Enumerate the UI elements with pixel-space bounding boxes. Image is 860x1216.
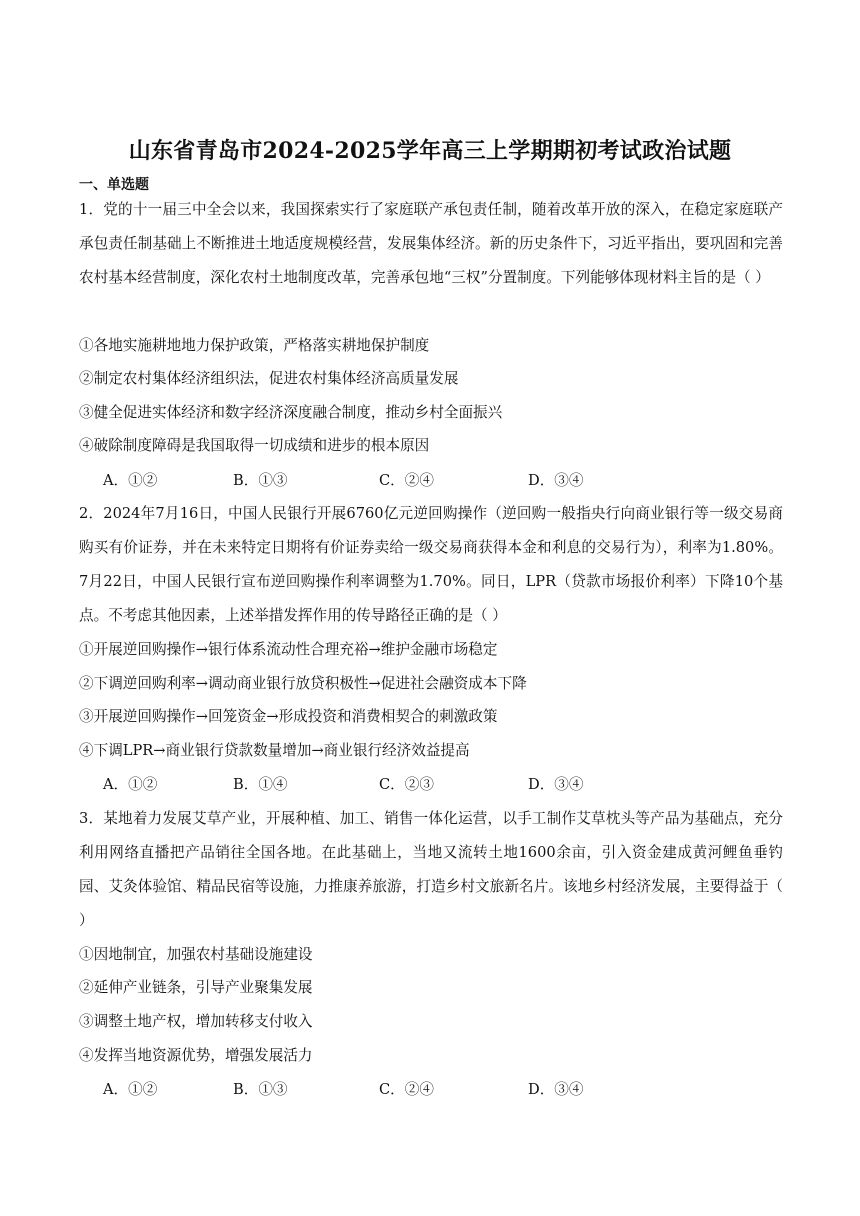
question-2-item-2: ②下调逆回购利率→调动商业银行放贷积极性→促进社会融资成本下降 xyxy=(79,675,527,692)
question-3-option-b: B．①③ xyxy=(233,1081,288,1098)
question-3-option-c: C．②④ xyxy=(379,1081,434,1098)
question-1-item-2: ②制定农村集体经济组织法，促进农村集体经济高质量发展 xyxy=(79,370,459,387)
question-1-option-d: D．③④ xyxy=(528,472,584,489)
question-2-option-d: D．③④ xyxy=(528,776,584,793)
question-2-item-1: ①开展逆回购操作→银行体系流动性合理充裕→维护金融市场稳定 xyxy=(79,641,498,658)
question-2-stem: 2．2024年7月16日，中国人民银行开展6760亿元逆回购操作（逆回购一般指央行向商业银行等一级交易商购买有价证券，并在未来特定日期将有价证券卖给一级交易商获得本金和利息的交易行为），利率为1.80%。7月22日，中国人民银行宣布逆回购操作利率调整为1.70%。同日，LPR（贷款市场报价利率）下降10个基点。不考虑其他因素，上述举措发挥作用的传导路径正确的是（ ） xyxy=(79,505,783,624)
question-2-option-b: B．①④ xyxy=(233,776,288,793)
document-title: 山东省青岛市2024-2025学年高三上学期期初考试政治试题 xyxy=(128,138,732,164)
question-3-item-2: ②延伸产业链条，引导产业聚集发展 xyxy=(79,979,313,996)
question-1-item-3: ③健全促进实体经济和数字经济深度融合制度，推动乡村全面振兴 xyxy=(79,404,503,421)
question-1-stem: 1．党的十一届三中全会以来，我国探索实行了家庭联产承包责任制，随着改革开放的深入，在稳定家庭联产承包责任制基础上不断推进土地适度规模经营，发展集体经济。新的历史条件下，习近平指出，要巩固和完善农村基本经营制度，深化农村土地制度改革，完善承包地“三权”分置制度。下列能够体现材料主旨的是（ ） xyxy=(79,201,783,286)
question-2-option-c: C．②③ xyxy=(379,776,434,793)
question-3-option-d: D．③④ xyxy=(528,1081,584,1098)
question-3-stem: 3．某地着力发展艾草产业，开展种植、加工、销售一体化运营，以手工制作艾草枕头等产品为基础点，充分利用网络直播把产品销往全国各地。在此基础上，当地又流转土地1600余亩，引入资金建成黄河鲤鱼垂钓园、艾灸体验馆、精品民宿等设施，力推康养旅游，打造乡村文旅新名片。该地乡村经济发展，主要得益于（ ） xyxy=(79,810,783,929)
question-3-item-3: ③调整土地产权，增加转移支付收入 xyxy=(79,1013,313,1030)
question-1-option-b: B．①③ xyxy=(233,472,288,489)
question-3-item-4: ④发挥当地资源优势，增强发展活力 xyxy=(79,1047,313,1064)
question-1-item-1: ①各地实施耕地地力保护政策，严格落实耕地保护制度 xyxy=(79,337,430,354)
question-2-item-3: ③开展逆回购操作→回笼资金→形成投资和消费相契合的刺激政策 xyxy=(79,708,498,725)
question-1-option-c: C．②④ xyxy=(379,472,434,489)
question-3-option-a: A．①② xyxy=(103,1081,158,1098)
question-2-option-a: A．①② xyxy=(103,776,158,793)
question-1-item-4: ④破除制度障碍是我国取得一切成绩和进步的根本原因 xyxy=(79,437,430,454)
question-2-item-4: ④下调LPR→商业银行贷款数量增加→商业银行经济效益提高 xyxy=(79,742,470,759)
section-heading: 一、单选题 xyxy=(79,177,149,193)
question-3-item-1: ①因地制宜，加强农村基础设施建设 xyxy=(79,946,313,963)
question-1-option-a: A．①② xyxy=(103,472,158,489)
